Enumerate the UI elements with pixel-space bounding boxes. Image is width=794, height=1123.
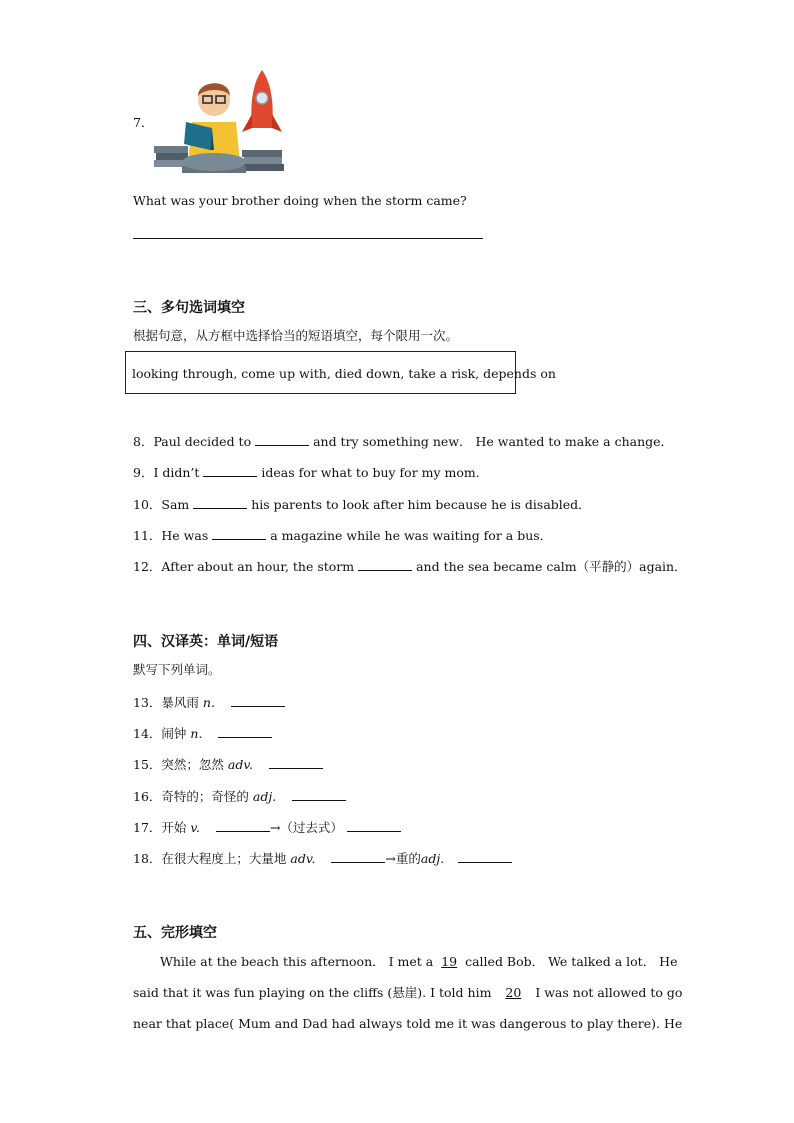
answer-blank-13[interactable] xyxy=(231,694,285,707)
question-13: 13．暴风雨 n. xyxy=(133,694,285,711)
answer-blank-8[interactable] xyxy=(255,433,309,446)
question-18: 18．在很大程度上；大量地 adv. →重的adj. xyxy=(133,850,512,867)
word-box xyxy=(125,351,556,394)
answer-blank-15[interactable] xyxy=(269,756,323,769)
answer-blank-9[interactable] xyxy=(203,464,257,477)
answer-blank-17a[interactable] xyxy=(216,819,270,832)
cloze-blank-19[interactable]: 19 xyxy=(441,954,458,969)
question-7-number: 7． xyxy=(133,115,154,130)
answer-blank-14[interactable] xyxy=(218,725,272,738)
answer-blank-12[interactable] xyxy=(358,558,412,571)
section-4-instruction: 默写下列单词。 xyxy=(133,662,221,677)
cloze-line-1: While at the beach this afternoon． I met a 19 called Bob． We talked a lot． He xyxy=(160,954,678,969)
question-16: 16．奇特的；奇怪的 adj. xyxy=(133,788,346,805)
question-7-text: What was your brother doing when the storm came? xyxy=(133,193,467,208)
answer-blank-11[interactable] xyxy=(212,527,266,540)
question-7-answer-line[interactable] xyxy=(133,238,483,239)
answer-blank-16[interactable] xyxy=(292,788,346,801)
question-8: 8．Paul decided to and try something new． He wanted to make a change． xyxy=(133,434,674,449)
answer-blank-18b[interactable] xyxy=(458,850,512,863)
question-14: 14．闹钟 n. xyxy=(133,725,272,742)
question-12: 12．After about an hour, the storm and the sea became calm（平静的）again． xyxy=(133,559,687,574)
question-10: 10．Sam his parents to look after him because he is disabled． xyxy=(133,497,591,512)
cloze-line-2: said that it was fun playing on the cliffs (悬崖). I told him 20 I was not allowed to go xyxy=(133,985,683,1000)
answer-blank-17b[interactable] xyxy=(347,819,401,832)
question-17: 17．开始 v. →（过去式） xyxy=(133,819,401,836)
section-4-title: 四、汉译英：单词/短语 xyxy=(133,634,279,650)
question-11: 11．He was a magazine while he was waiting for a bus． xyxy=(133,528,553,543)
boy-reading-rocket-illustration xyxy=(152,66,286,178)
section-3-instruction: 根据句意，从方框中选择恰当的短语填空，每个限用一次。 xyxy=(133,328,459,343)
answer-blank-10[interactable] xyxy=(193,496,247,509)
question-15: 15．突然；忽然 adv. xyxy=(133,756,323,773)
word-box-text: looking through, come up with, died down, take a risk, depends on xyxy=(132,366,556,381)
section-5-title: 五、完形填空 xyxy=(133,925,217,941)
section-3-title: 三、多句选词填空 xyxy=(133,300,245,316)
question-9: 9．I didn’t ideas for what to buy for my mom. xyxy=(133,465,480,480)
cloze-blank-20[interactable]: 20 xyxy=(505,985,522,1000)
answer-blank-18a[interactable] xyxy=(331,850,385,863)
cloze-line-3: near that place( Mum and Dad had always told me it was dangerous to play there). He xyxy=(133,1016,683,1031)
